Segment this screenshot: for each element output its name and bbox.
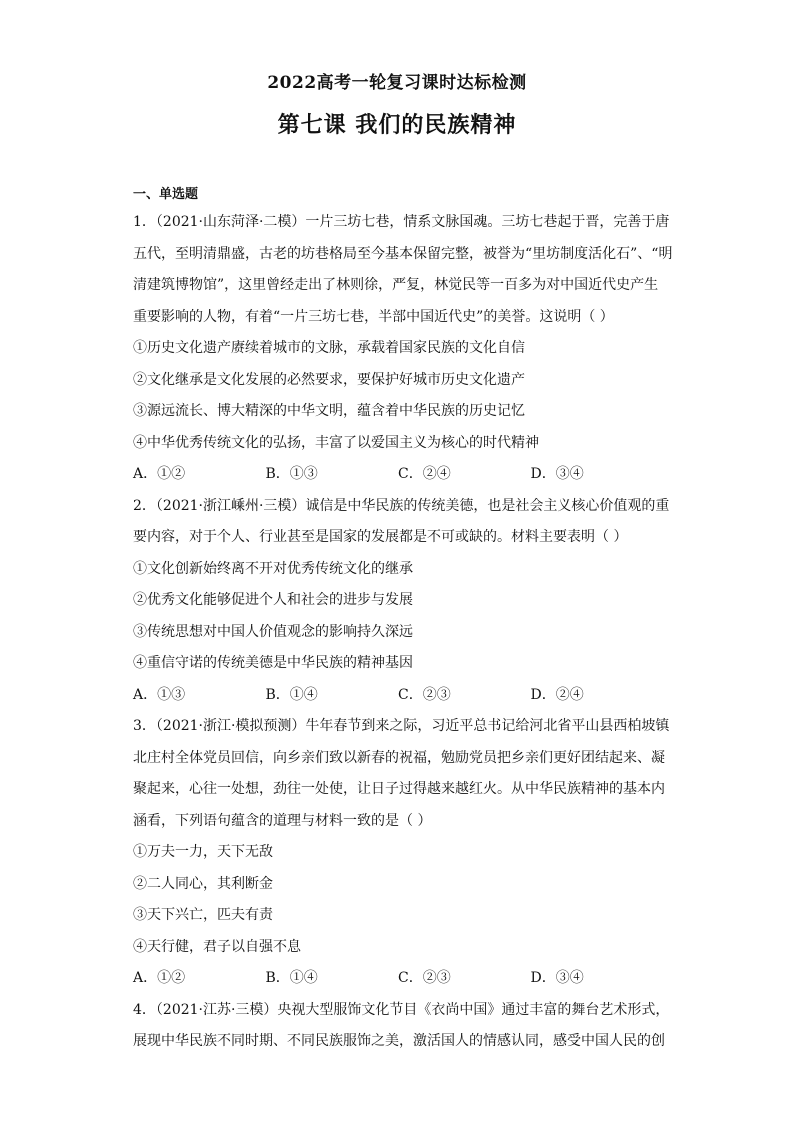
question-stem-line: 3．（2021·浙江·模拟预测）牛年春节到来之际，习近平总书记给河北省平山县西柏坡镇 (133, 718, 670, 734)
question-stem-line: 五代，至明清鼎盛，古老的坊巷格局至今基本保留完整，被誉为“里坊制度活化石”、“明 (133, 245, 673, 262)
section-heading: 一、单选题 (133, 187, 199, 202)
option-a: A．①② (133, 970, 186, 986)
question-stem-line: 要内容，对于个人、行业甚至是国家的发展都是不可或缺的。材料主要表明（ ） (133, 529, 628, 545)
answer-options (133, 963, 663, 995)
question-3 (133, 711, 670, 995)
option-a: A．①② (133, 466, 186, 482)
statement: ①历史文化遗产赓续着城市的文脉，承载着国家民族的文化自信 (133, 340, 525, 356)
option-c: C．②④ (398, 466, 451, 482)
option-d: D．③④ (530, 970, 584, 986)
option-d: D．③④ (530, 466, 584, 482)
statement: ④天行健，君子以自强不息 (133, 938, 301, 955)
question-1 (133, 207, 673, 491)
statement: ④中华优秀传统文化的弘扬，丰富了以爱国主义为核心的时代精神 (133, 434, 539, 451)
option-c: C．②③ (398, 686, 451, 703)
statement: ②优秀文化能够促进个人和社会的进步与发展 (133, 592, 413, 608)
question-stem-line: 涵看，下列语句蕴含的道理与材料一致的是（ ） (133, 812, 432, 829)
statement: ③传统思想对中国人价值观念的影响持久深远 (133, 623, 413, 640)
question-stem-line: 北庄村全体党员回信，向乡亲们致以新春的祝福，勉励党员把乡亲们更好团结起来、凝 (133, 749, 665, 766)
question-stem-line: 重要影响的人物，有着“一片三坊七巷，半部中国近代史”的美誉。这说明（ ） (133, 308, 614, 325)
option-b: B．①③ (265, 466, 318, 482)
question-list (133, 183, 673, 1058)
option-a: A．①③ (133, 686, 186, 703)
answer-options (133, 459, 663, 491)
option-b: B．①④ (265, 970, 318, 986)
option-b: B．①④ (265, 686, 318, 703)
document-title: 2022高考一轮复习课时达标检测 (267, 73, 527, 93)
question-2 (133, 491, 670, 712)
statement: ②二人同心，其利断金 (133, 875, 273, 892)
answer-options (133, 680, 663, 712)
question-4 (133, 995, 670, 1058)
lesson-title: 第七课 我们的民族精神 (277, 112, 517, 138)
statement: ②文化继承是文化发展的必然要求，要保护好城市历史文化遗产 (133, 371, 525, 388)
option-c: C．②③ (398, 970, 451, 986)
option-d: D．②④ (530, 686, 584, 703)
question-stem-line: 2．（2021·浙江嵊州·三模）诚信是中华民族的传统美德，也是社会主义核心价值观的重 (133, 497, 670, 514)
question-stem-line: 4．（2021·江苏·三模）央视大型服饰文化节目《衣尚中国》通过丰富的舞台艺术形式， (133, 1001, 670, 1018)
statement: ③天下兴亡，匹夫有责 (133, 907, 273, 923)
question-stem-line: 1．（2021·山东菏泽·二模）一片三坊七巷，情系文脉国魂。三坊七巷起于晋，完善于唐 (133, 214, 670, 230)
question-stem-line: 清建筑博物馆”，这里曾经走出了林则徐，严复，林觉民等一百多为对中国近代史产生 (133, 277, 659, 293)
question-stem-line: 展现中华民族不同时期、不同民族服饰之美，激活国人的情感认同，感受中国人民的创 (133, 1033, 665, 1049)
statement: ③源远流长、博大精深的中华文明，蕴含着中华民族的历史记忆 (133, 403, 525, 419)
statement: ①万夫一力，天下无敌 (133, 844, 273, 860)
question-stem-line: 聚起来，心往一处想，劲往一处使，让日子过得越来越红火。从中华民族精神的基本内 (133, 781, 665, 797)
statement: ①文化创新始终离不开对优秀传统文化的继承 (133, 560, 413, 577)
statement: ④重信守诺的传统美德是中华民族的精神基因 (133, 655, 413, 671)
